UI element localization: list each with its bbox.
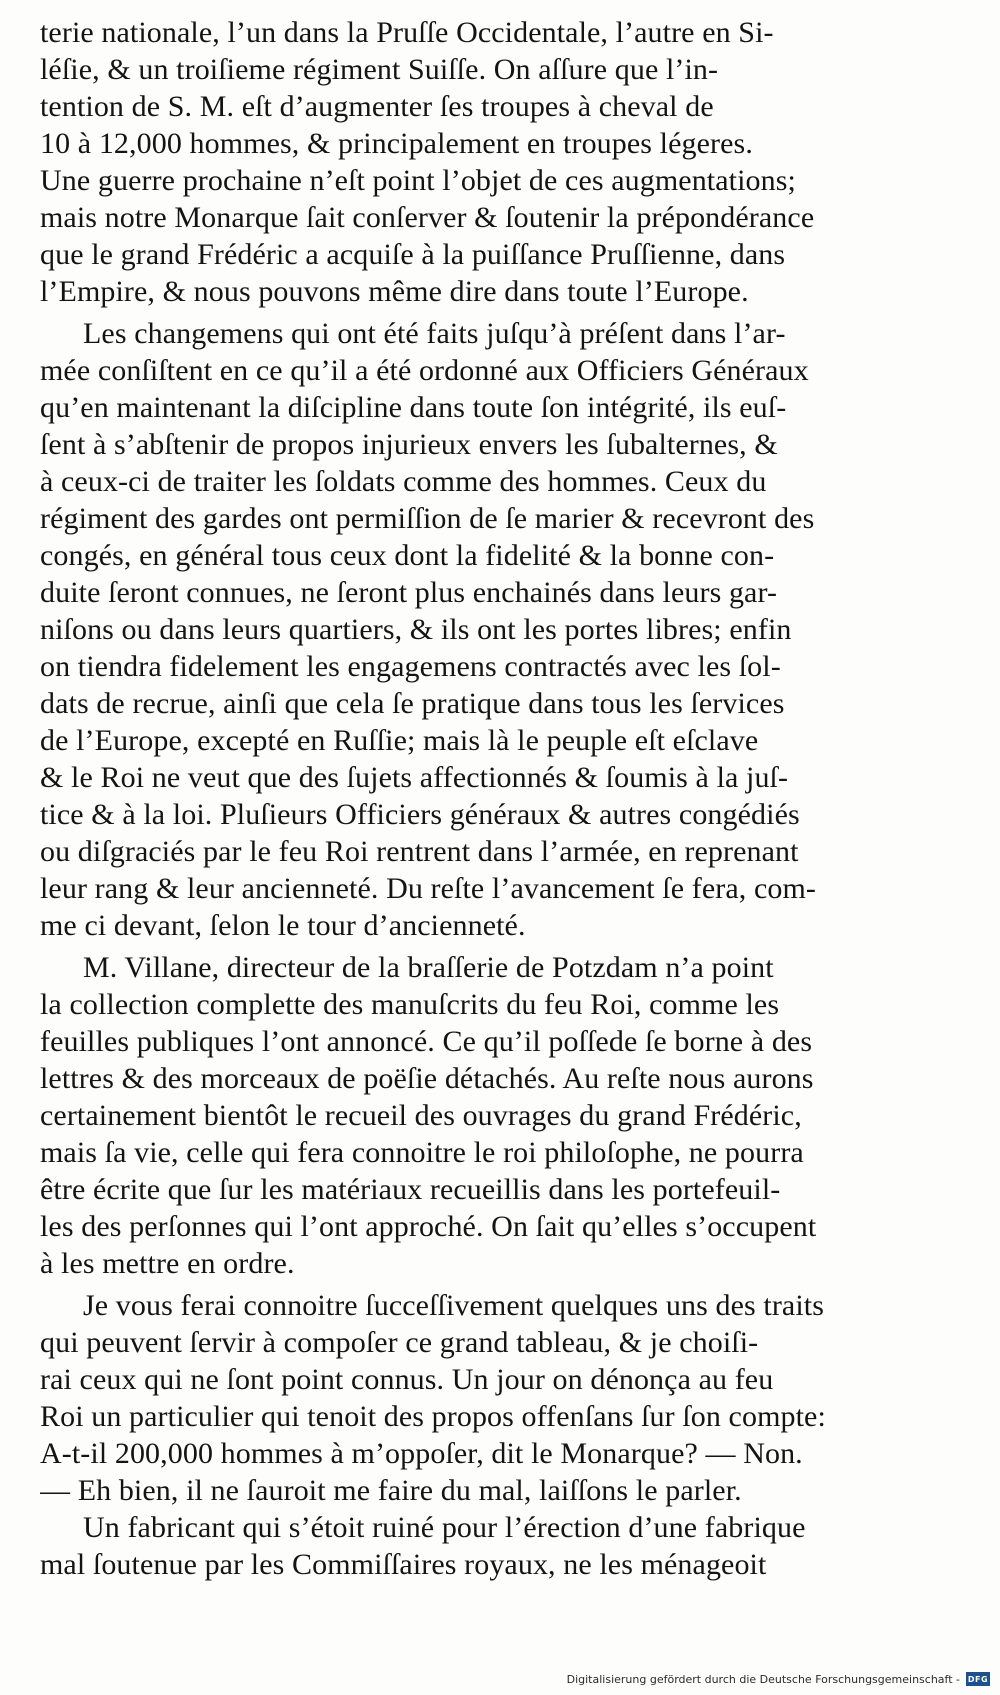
paragraph-start-line: Les changemens qui ont été faits juſqu’à préſent dans l’ar- xyxy=(83,317,786,350)
text-line: tention de S. M. eſt d’augmenter ſes troupes à cheval de xyxy=(40,90,714,123)
text-line: terie nationale, l’un dans la Pruſſe Occidentale, l’autre en Si- xyxy=(40,16,774,49)
text-line: qui peuvent ſervir à compoſer ce grand tableau, & je choiſi- xyxy=(40,1326,759,1359)
text-line: lettres & des morceaux de poëſie détachés. Au reſte nous aurons xyxy=(40,1062,814,1095)
text-line: Une guerre prochaine n’eſt point l’objet de ces augmentations; xyxy=(40,164,796,197)
text-line: ou diſgraciés par le feu Roi rentrent dans l’armée, en reprenant xyxy=(40,835,799,868)
text-line: — Eh bien, il ne ſauroit me faire du mal, laiſſons le parler. xyxy=(40,1474,742,1507)
text-line: mée conſiſtent en ce qu’il a été ordonné aux Officiers Généraux xyxy=(40,354,809,387)
text-line: mal ſoutenue par les Commiſſaires royaux, ne les ménageoit xyxy=(40,1548,767,1581)
digitization-credit xyxy=(567,1669,990,1689)
text-line: duite ſeront connues, ne ſeront plus enchainés dans leurs gar- xyxy=(40,576,778,609)
text-line: que le grand Frédéric a acquiſe à la puiſſance Pruſſienne, dans xyxy=(40,238,786,271)
text-line: de l’Europe, excepté en Ruſſie; mais là le peuple eſt eſclave xyxy=(40,724,759,757)
text-line: on tiendra fidelement les engagemens contractés avec les ſol- xyxy=(40,650,781,683)
text-line: rai ceux qui ne ſont point connus. Un jour on dénonça au feu xyxy=(40,1363,774,1396)
text-line: à ceux-ci de traiter les ſoldats comme des hommes. Ceux du xyxy=(40,465,767,498)
text-line: la collection complette des manuſcrits du feu Roi, comme les xyxy=(40,988,780,1021)
dfg-logo-icon: DFG xyxy=(966,1672,990,1686)
text-line: niſons ou dans leurs quartiers, & ils ont les portes libres; enfin xyxy=(40,613,792,646)
text-line: l’Empire, & nous pouvons même dire dans toute l’Europe. xyxy=(40,275,749,308)
text-line: A-t-il 200,000 hommes à m’oppoſer, dit le Monarque? — Non. xyxy=(40,1437,803,1470)
text-line: dats de recrue, ainſi que cela ſe pratique dans tous les ſervices xyxy=(40,687,785,720)
text-line: mais ſa vie, celle qui fera connoitre le roi philoſophe, ne pourra xyxy=(40,1136,804,1169)
text-line: feuilles publiques l’ont annoncé. Ce qu’il poſſede ſe borne à des xyxy=(40,1025,813,1058)
text-line: mais notre Monarque ſait conſerver & ſoutenir la prépondérance xyxy=(40,201,815,234)
body-text xyxy=(40,14,942,1583)
paragraph-start-line: Un fabricant qui s’étoit ruiné pour l’érection d’une fabrique xyxy=(83,1511,806,1544)
text-line: me ci devant, ſelon le tour d’ancienneté. xyxy=(40,909,526,942)
text-line: congés, en général tous ceux dont la fidelité & la bonne con- xyxy=(40,539,775,572)
text-line: 10 à 12,000 hommes, & principalement en troupes légeres. xyxy=(40,127,753,160)
text-line: les des perſonnes qui l’ont approché. On ſait qu’elles s’occupent xyxy=(40,1210,817,1243)
text-line: léſie, & un troiſieme régiment Suiſſe. On aſſure que l’in- xyxy=(40,53,719,86)
text-line: Roi un particulier qui tenoit des propos offenſans ſur ſon compte: xyxy=(40,1400,826,1433)
text-line: ſent à s’abſtenir de propos injurieux envers les ſubalternes, & xyxy=(40,428,778,461)
text-line: tice & à la loi. Pluſieurs Officiers généraux & autres congédiés xyxy=(40,798,800,831)
text-line: à les mettre en ordre. xyxy=(40,1247,295,1280)
text-line: certainement bientôt le recueil des ouvrages du grand Frédéric, xyxy=(40,1099,802,1132)
credit-text: Digitalisierung gefördert durch die Deutsche Forschungsgemeinschaft - xyxy=(566,1672,960,1686)
text-line: régiment des gardes ont permiſſion de ſe marier & recevront des xyxy=(40,502,815,535)
paragraph-start-line: M. Villane, directeur de la braſſerie de Potzdam n’a point xyxy=(83,951,774,984)
text-line: & le Roi ne veut que des ſujets affectionnés & ſoumis à la juſ- xyxy=(40,761,789,794)
paragraph-start-line: Je vous ferai connoitre ſucceſſivement quelques uns des traits xyxy=(83,1289,824,1322)
text-line: qu’en maintenant la diſcipline dans toute ſon intégrité, ils euſ- xyxy=(40,391,787,424)
text-line: leur rang & leur ancienneté. Du reſte l’avancement ſe fera, com- xyxy=(40,872,816,905)
text-line: être écrite que ſur les matériaux recueillis dans les portefeuil- xyxy=(40,1173,781,1206)
